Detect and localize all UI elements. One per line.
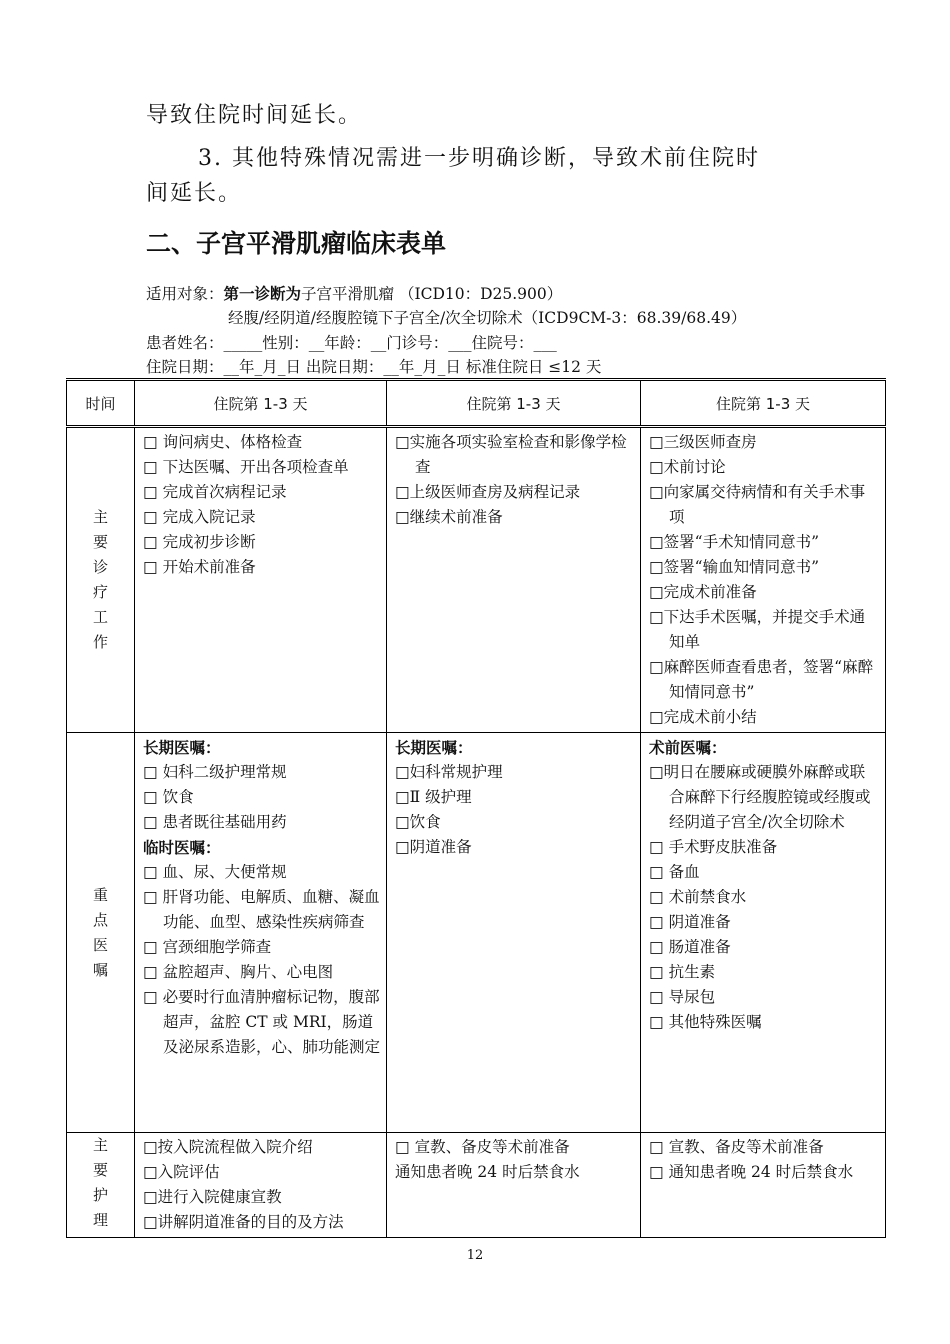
intro-line-1: 导致住院时间延长。 [146,103,363,128]
checklist-item: □术前讨论 [649,458,726,476]
checklist-item: □ 血、尿、大便常规 [143,863,287,881]
checklist-item: □ 宣教、备皮等术前准备 [649,1138,824,1156]
checklist-item: □妇科常规护理 [395,763,503,781]
page-number: 12 [466,1248,484,1263]
row-label-char: 主 [92,1136,108,1154]
intro-line-3: 间延长。 [146,181,243,206]
checklist-item: □ 完成首次病程记录 [143,483,287,501]
checklist-item: □阴道准备 [395,838,472,856]
checklist-item: □麻醉医师查看患者，签署“麻醉知情同意书” [649,658,874,701]
row-label-char: 点 [92,910,108,929]
checklist-item: □签署“输血知情同意书” [649,558,819,576]
checklist-item: □Ⅱ 级护理 [395,788,472,806]
intro-line-2: 3. 其他特殊情况需进一步明确诊断，导致术前住院时 [198,146,760,171]
checklist-item: □ 宣教、备皮等术前准备 [395,1138,570,1156]
applies-label: 适用对象： [146,285,224,303]
row-label-char: 护 [92,1186,108,1204]
row-label-char: 理 [92,1211,108,1229]
checklist-item: □ 通知患者晚 24 时后禁食水 [649,1163,854,1181]
procedure-line: 经腹/经阴道/经腹腔镜下子宫全/次全切除术（ICD9CM-3：68.39/68.49） [228,309,747,327]
row-label-char: 重 [92,885,108,904]
checklist-item: □ 饮食 [143,788,194,806]
row-diagnosis [67,427,886,733]
nursing-col2 [387,1133,641,1238]
checklist-item: □入院评估 [143,1163,220,1181]
row-label-char: 要 [92,533,108,551]
checklist-item: □下达手术医嘱，并提交手术通知单 [649,608,866,651]
row-label-diagnosis [67,427,135,733]
checklist-item: 通知患者晚 24 时后禁食水 [395,1163,580,1181]
header-day-col3: 住院第 1-3 天 [641,380,886,427]
diagnosis-col1 [135,427,387,733]
dx-text: 子宫平滑肌瘤 （ICD10：D25.900） [301,285,563,303]
checklist-item: □ 宫颈细胞学筛查 [143,938,272,956]
row-label-orders [67,733,135,1133]
checklist-item: □ 完成入院记录 [143,508,256,526]
checklist-item: □ 患者既往基础用药 [143,813,287,831]
checklist-item: □签署“手术知情同意书” [649,533,819,551]
checklist-item: □进行入院健康宣教 [143,1188,282,1206]
header-day-col1: 住院第 1-3 天 [135,380,387,427]
row-nursing [67,1133,886,1238]
patient-line: 患者姓名：_____性别：__年龄：__门诊号：___住院号：___ [146,334,557,352]
row-label-char: 疗 [92,583,108,601]
orders-col1 [135,733,387,1133]
orders-col2 [387,733,641,1133]
checklist-item: □ 盆腔超声、胸片、心电图 [143,963,334,981]
section-title: 二、子宫平滑肌瘤临床表单 [146,229,447,258]
checklist-item: □ 妇科二级护理常规 [143,763,287,781]
checklist-item: □完成术前小结 [649,708,757,726]
checklist-item: □ 阴道准备 [649,913,731,931]
diagnosis-col3 [641,427,886,733]
row-label-char: 作 [92,633,108,651]
checklist-item: □ 手术野皮肤准备 [649,838,778,856]
clinical-pathway-table [66,378,886,1238]
checklist-item: □ 抗生素 [649,963,716,981]
long-term-orders-title-2: 长期医嘱： [395,738,473,757]
checklist-item: □ 术前禁食水 [649,888,747,906]
row-label-char: 工 [92,608,108,626]
applies-to-line [146,282,562,304]
diagnosis-col2 [387,427,641,733]
row-label-char: 主 [92,508,108,526]
checklist-item: □按入院流程做入院介绍 [143,1138,313,1156]
header-time: 时间 [67,380,135,427]
checklist-item: □ 其他特殊医嘱 [649,1013,762,1031]
checklist-item: □ 下达医嘱、开出各项检查单 [143,458,349,476]
temporary-orders-title: 临时医嘱： [143,838,221,857]
row-label-char: 医 [92,935,108,954]
checklist-item: □三级医师查房 [649,433,757,451]
row-label-nursing [67,1133,135,1238]
checklist-item: □向家属交待病情和有关手术事项 [649,483,866,526]
header-row [67,380,886,427]
checklist-item: □明日在腰麻或硬膜外麻醉或联合麻醉下行经腹腔镜或经腹或经阴道子宫全/次全切除术 [649,763,871,831]
checklist-item: □饮食 [395,813,441,831]
checklist-item: □上级医师查房及病程记录 [395,483,581,501]
checklist-item: □ 询问病史、体格检查 [143,433,303,451]
nursing-col1 [135,1133,387,1238]
checklist-item: □完成术前准备 [649,583,757,601]
checklist-item: □ 肝肾功能、电解质、血糖、凝血功能、血型、感染性疾病筛查 [143,888,380,931]
date-line: 住院日期：__年_月_日 出院日期：__年_月_日 标准住院日 ≤12 天 [146,358,602,376]
checklist-item: □ 完成初步诊断 [143,533,256,551]
checklist-item: □实施各项实验室检查和影像学检查 [395,433,627,476]
row-label-char: 诊 [92,558,108,576]
checklist-item: □ 肠道准备 [649,938,731,956]
dx-label: 第一诊断为 [223,284,302,303]
checklist-item: □ 导尿包 [649,988,716,1006]
checklist-item: □ 开始术前准备 [143,558,256,576]
nursing-col3 [641,1133,886,1238]
header-day-col2: 住院第 1-3 天 [387,380,641,427]
row-label-char: 嘱 [92,960,108,979]
row-orders [67,733,886,1133]
checklist-item: □讲解阴道准备的目的及方法 [143,1213,344,1231]
checklist-item: □继续术前准备 [395,508,503,526]
orders-col3 [641,733,886,1133]
checklist-item: □ 备血 [649,863,700,881]
preop-orders-title: 术前医嘱： [649,738,727,757]
long-term-orders-title: 长期医嘱： [143,738,221,757]
row-label-char: 要 [92,1161,108,1179]
checklist-item: □ 必要时行血清肿瘤标记物，腹部超声，盆腔 CT 或 MRI，肠道及泌尿系造影，心、肺功能测定 [143,988,381,1056]
